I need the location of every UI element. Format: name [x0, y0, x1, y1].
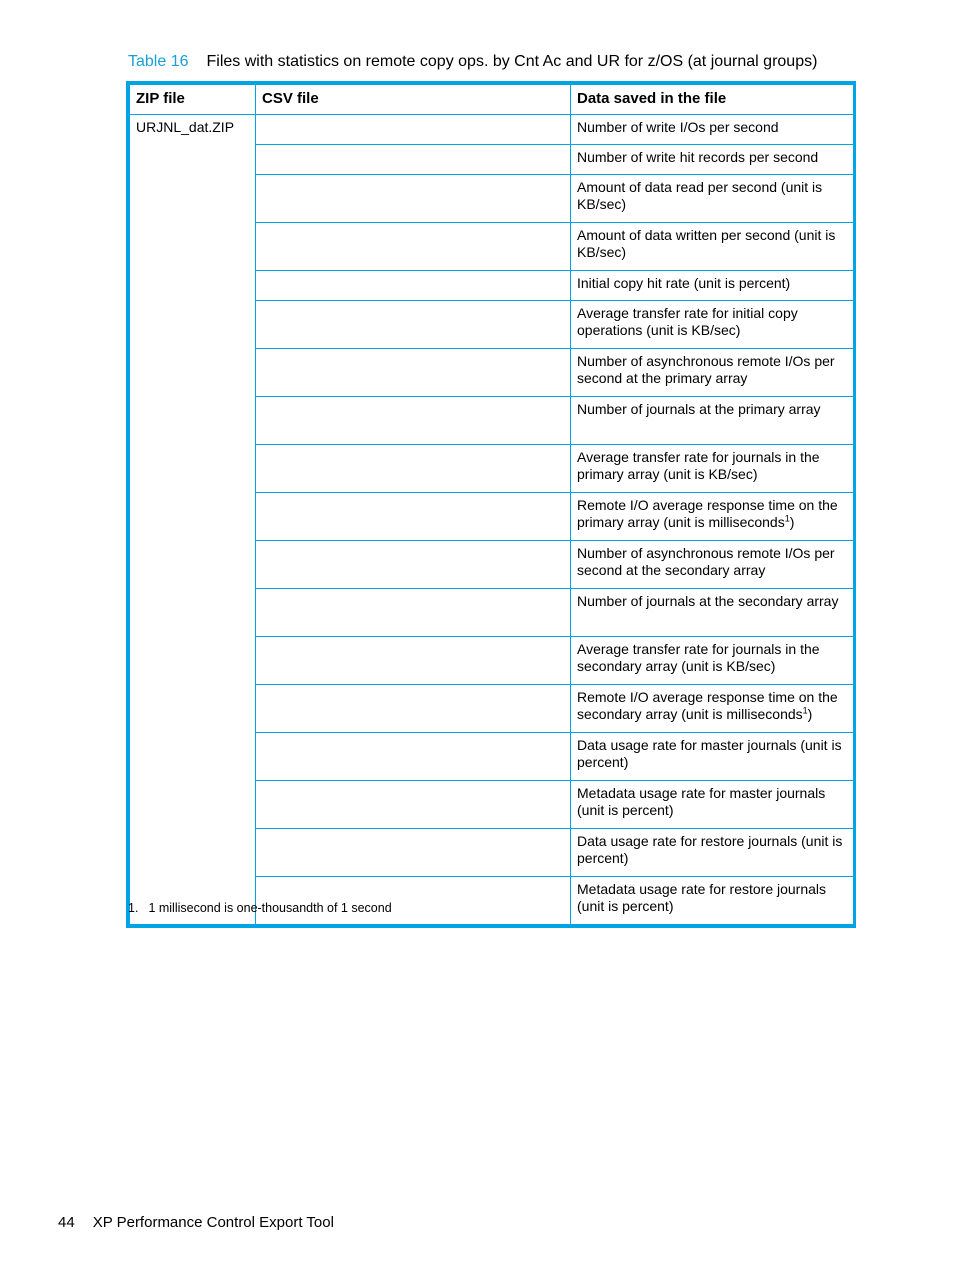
csv-file-cell — [256, 636, 571, 684]
data-saved-text: Data usage rate for master journals (unit is percent) — [577, 736, 842, 770]
data-saved-text: Number of write hit records per second — [577, 148, 819, 165]
csv-file-cell — [256, 300, 571, 348]
data-saved-cell — [571, 174, 854, 222]
data-saved-text: Average transfer rate for journals in the secondary array (unit is KB/sec) — [577, 640, 820, 674]
data-saved-cell — [571, 348, 854, 396]
data-saved-cell — [571, 300, 854, 348]
footnote — [128, 900, 392, 916]
footnote-number: 1. — [128, 901, 139, 915]
data-saved-text: Number of asynchronous remote I/Os per second at the secondary array — [577, 544, 835, 578]
column-header-data-saved: Data saved in the file — [571, 85, 854, 115]
csv-file-cell — [256, 222, 571, 270]
data-saved-cell — [571, 636, 854, 684]
data-saved-cell — [571, 876, 854, 924]
footnote-reference: 1 — [784, 513, 790, 524]
data-saved-text: Number of write I/Os per second — [577, 118, 779, 135]
footnote-text: 1 millisecond is one-thousandth of 1 second — [148, 901, 392, 915]
data-saved-cell — [571, 492, 854, 540]
csv-file-cell — [256, 732, 571, 780]
csv-file-cell — [256, 540, 571, 588]
page-footer — [58, 1213, 334, 1233]
data-saved-cell — [571, 732, 854, 780]
data-saved-text: Number of journals at the primary array — [577, 400, 821, 417]
data-saved-text: Data usage rate for restore journals (unit is percent) — [577, 832, 843, 866]
data-saved-text: Remote I/O average response time on the secondary array (unit is milliseconds — [577, 688, 838, 722]
data-saved-text: Metadata usage rate for restore journals (unit is percent) — [577, 880, 827, 914]
csv-file-cell — [256, 444, 571, 492]
data-saved-cell — [571, 396, 854, 444]
csv-file-cell — [256, 828, 571, 876]
table-caption-text: Files with statistics on remote copy ops. by Cnt Ac and UR for z/OS (at journal groups) — [206, 53, 818, 70]
data-saved-text: Number of asynchronous remote I/Os per second at the primary array — [577, 352, 835, 386]
data-saved-text-suffix: ) — [789, 514, 795, 530]
csv-file-cell — [256, 114, 571, 144]
csv-file-cell — [256, 348, 571, 396]
data-saved-cell — [571, 780, 854, 828]
data-saved-text: Number of journals at the secondary array — [577, 592, 839, 609]
statistics-table-frame — [126, 81, 856, 928]
table-row — [130, 114, 854, 144]
data-saved-cell — [571, 270, 854, 300]
data-saved-cell — [571, 684, 854, 732]
table-body — [130, 114, 854, 924]
csv-file-cell — [256, 174, 571, 222]
column-header-csv-file: CSV file — [256, 85, 571, 115]
table-header-row — [130, 85, 854, 115]
data-saved-text: Amount of data read per second (unit is KB/sec) — [577, 178, 823, 212]
csv-file-cell — [256, 780, 571, 828]
data-saved-text: Initial copy hit rate (unit is percent) — [577, 274, 791, 291]
statistics-table — [129, 84, 854, 925]
csv-file-cell — [256, 396, 571, 444]
csv-file-cell — [256, 684, 571, 732]
footnote-reference: 1 — [802, 705, 808, 716]
data-saved-cell — [571, 444, 854, 492]
data-saved-text-suffix: ) — [807, 706, 813, 722]
zip-file-cell: URJNL_dat.ZIP — [130, 114, 256, 924]
data-saved-cell — [571, 144, 854, 174]
data-saved-cell — [571, 114, 854, 144]
csv-file-cell — [256, 492, 571, 540]
data-saved-text: Amount of data written per second (unit is KB/sec) — [577, 226, 836, 260]
table-caption-label: Table 16 — [128, 53, 189, 70]
data-saved-text: Remote I/O average response time on the primary array (unit is milliseconds — [577, 496, 838, 530]
table-caption — [128, 52, 817, 72]
data-saved-cell — [571, 828, 854, 876]
data-saved-text: Average transfer rate for journals in the primary array (unit is KB/sec) — [577, 448, 820, 482]
page-number: 44 — [58, 1214, 75, 1231]
data-saved-text: Average transfer rate for initial copy operations (unit is KB/sec) — [577, 304, 798, 338]
data-saved-cell — [571, 588, 854, 636]
document-title: XP Performance Control Export Tool — [92, 1214, 334, 1231]
csv-file-cell — [256, 588, 571, 636]
data-saved-cell — [571, 222, 854, 270]
column-header-zip-file: ZIP file — [130, 85, 256, 115]
csv-file-cell — [256, 270, 571, 300]
data-saved-text: Metadata usage rate for master journals (unit is percent) — [577, 784, 826, 818]
data-saved-cell — [571, 540, 854, 588]
csv-file-cell — [256, 144, 571, 174]
